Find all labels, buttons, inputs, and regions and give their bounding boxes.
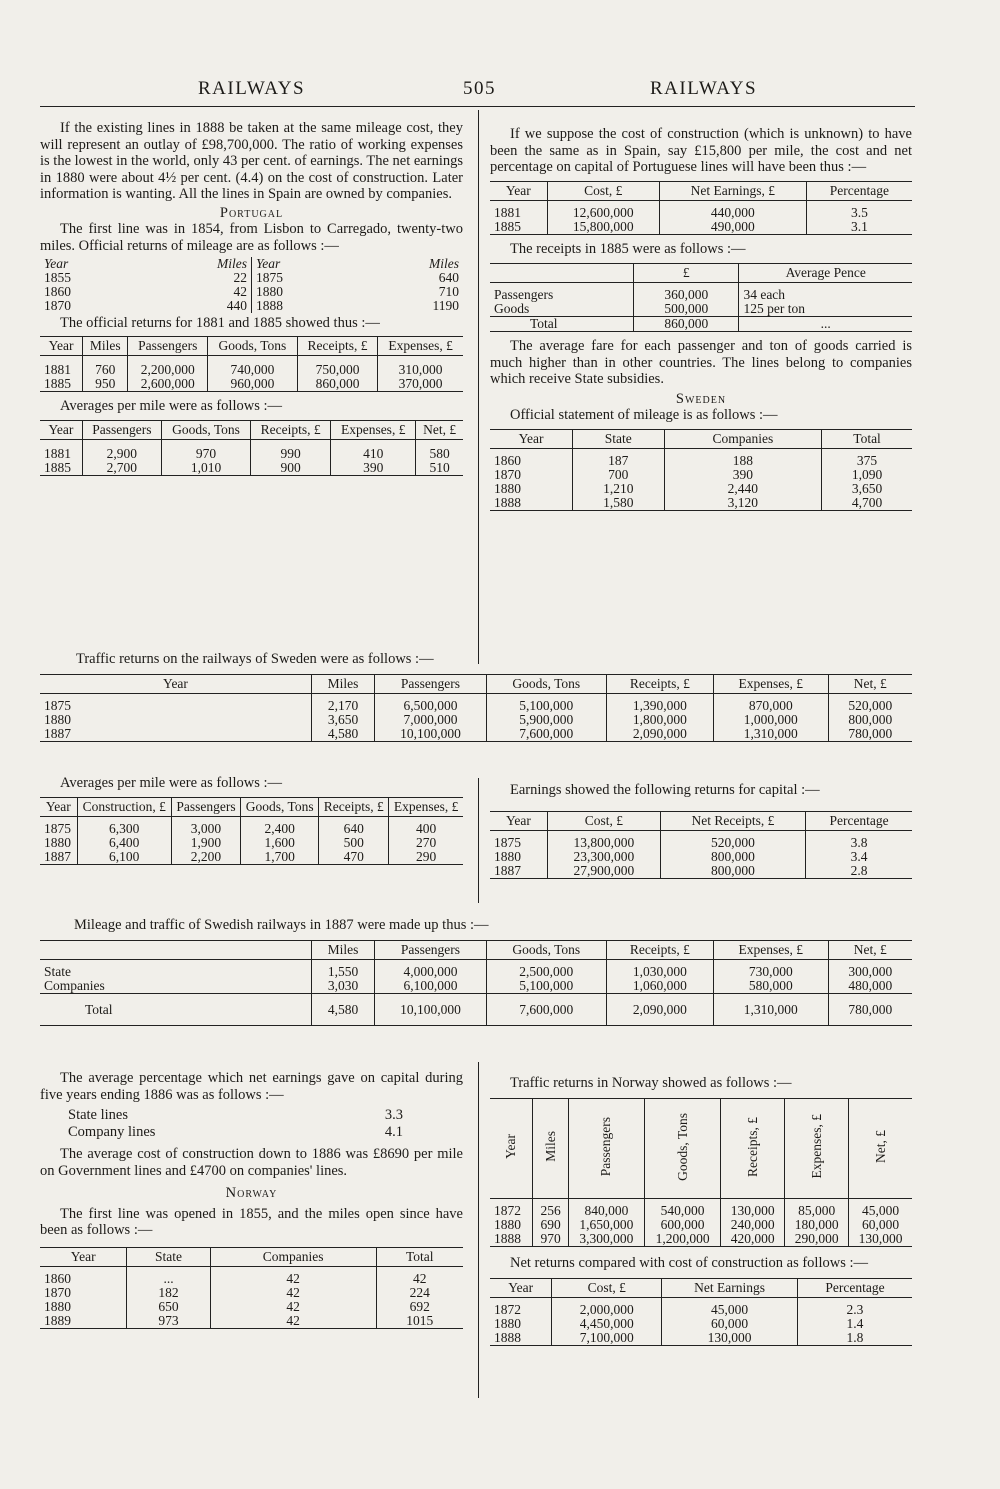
table-row: 1885 15,800,000 490,000 3.1 <box>490 220 912 235</box>
table-row: 1880 3,650 7,000,000 5,900,000 1,800,000 1,000,000 800,000 <box>40 713 912 727</box>
col-header: Passengers <box>598 1116 614 1177</box>
col-header: Miles <box>83 336 128 355</box>
table-row: 1885 2,700 1,010 900 390 510 <box>40 461 463 476</box>
col-header: Percentage <box>797 1278 912 1297</box>
col-header: Miles <box>429 256 459 271</box>
table-row: 1880 6,400 1,900 1,600 500 270 <box>40 836 463 850</box>
col-header: Cost, £ <box>547 181 659 200</box>
col-header: Miles <box>216 256 247 271</box>
running-head-right: RAILWAYS <box>650 78 758 99</box>
construction-cost-paragraph: The average cost of construction down to 1886 was £8690 per mile on Government lines and £4700 on companies' lines. <box>40 1146 463 1179</box>
col-header: Year <box>48 337 74 353</box>
col-header: Miles <box>542 1131 558 1162</box>
table-row: 1888 7,100,000 130,000 1.8 <box>490 1331 912 1346</box>
right-column <box>490 126 912 511</box>
table-row: 1870 182 42 224 <box>40 1286 463 1300</box>
sweden-mileage-table <box>490 429 912 512</box>
state-lines-row: State lines 3.3 <box>68 1107 403 1123</box>
norway-intro: The first line was opened in 1855, and the miles open since have been as follows :— <box>40 1205 463 1238</box>
col-header: Receipts, £ <box>606 674 713 693</box>
col-header: Cost, £ <box>547 811 660 830</box>
col-header: Year <box>518 430 544 446</box>
col-header: Expenses, £ <box>714 674 829 693</box>
table-row: 1870 700 390 1,090 <box>490 468 912 482</box>
sweden-heading: Sweden <box>675 390 727 407</box>
col-header: Expenses, £ <box>389 797 463 816</box>
norway-traffic-intro: Traffic returns in Norway showed as follows :— <box>510 1075 792 1091</box>
sweden-intro: Official statement of mileage is as follows :— <box>510 407 778 423</box>
col-header: Net Earnings, £ <box>659 181 806 200</box>
col-header: Net, £ <box>872 1130 888 1163</box>
table-row: 1860 187 188 375 <box>490 454 912 468</box>
col-header: Goods, Tons <box>161 420 250 439</box>
mileage-1887-section <box>40 917 912 1026</box>
table-row: 1880 23,300,000 800,000 3.4 <box>490 850 912 864</box>
col-header: Percentage <box>806 181 912 200</box>
col-header: Year <box>503 1134 519 1159</box>
table-row: 1880 1,210 2,440 3,650 <box>490 482 912 496</box>
col-header: Passengers <box>128 336 208 355</box>
col-header: Cost, £ <box>552 1278 662 1297</box>
col-header: Expenses, £ <box>714 940 829 959</box>
col-header: Year <box>505 182 531 198</box>
column-divider-top <box>478 110 479 664</box>
portugal-averages-table <box>40 420 463 477</box>
portugal-official-table <box>40 336 463 393</box>
col-header: Expenses, £ <box>808 1114 824 1179</box>
col-header: Net, £ <box>828 674 912 693</box>
portugal-cost-table <box>490 181 912 236</box>
col-header: Year <box>163 675 188 691</box>
col-header: Goods, Tons <box>207 336 297 355</box>
table-row: 1887 27,900,000 800,000 2.8 <box>490 864 912 879</box>
portugal-intro: The first line was in 1854, from Lisbon to Carregado, twenty-two miles. Official returns of mileage are as follows :— <box>40 221 463 254</box>
col-header: Miles <box>312 940 375 959</box>
col-header: Companies <box>210 1247 376 1266</box>
col-header: Miles <box>312 674 375 693</box>
table-row: Goods 500,000 125 per ton <box>490 302 912 317</box>
col-header: Year <box>70 1248 96 1264</box>
col-header: Goods, Tons <box>486 940 606 959</box>
norway-mileage-table <box>40 1247 463 1330</box>
table-row: 1880 4,450,000 60,000 1.4 <box>490 1317 912 1331</box>
col-header: Year <box>45 798 71 814</box>
col-header: Percentage <box>806 811 912 830</box>
col-header: Year <box>506 812 531 828</box>
col-header: Receipts, £ <box>251 420 331 439</box>
col-header: Companies <box>664 429 822 448</box>
table-row: 1875 13,800,000 520,000 3.8 <box>490 836 912 850</box>
total-row: Total 860,000 ... <box>490 317 912 332</box>
portugal-mileage-table <box>40 257 463 313</box>
col-header: Construction, £ <box>77 797 171 816</box>
col-header: Receipts, £ <box>319 797 389 816</box>
total-row: Total 4,580 10,100,000 7,600,000 2,090,000 1,310,000 780,000 <box>40 994 912 1026</box>
receipts-intro: The receipts in 1885 were as follows :— <box>510 241 746 257</box>
col-header: Receipts, £ <box>606 940 713 959</box>
mileage-1887-intro: Mileage and traffic of Swedish railways in 1887 were made up thus :— <box>74 917 489 933</box>
col-header: Receipts, £ <box>297 336 377 355</box>
col-header: Expenses, £ <box>331 420 416 439</box>
table-row: 1880 650 42 692 <box>40 1300 463 1314</box>
earnings-section <box>490 782 912 879</box>
portugal-heading: Portugal <box>219 204 284 221</box>
col-header: Passengers <box>375 674 487 693</box>
column-divider-bottom <box>478 1062 479 1398</box>
col-header: Net, £ <box>416 420 463 439</box>
portugal-cost-paragraph: If we suppose the cost of construction (which is unknown) to have been the same as in Spain, say £15,800 per mile, the cost and net percentage on capital of Portuguese lines will have been thus :— <box>490 126 912 175</box>
table-row: 1881 12,600,000 440,000 3.5 <box>490 206 912 220</box>
col-header: Net, £ <box>828 940 912 959</box>
norway-net-returns-table <box>490 1278 912 1347</box>
table-row: 1860 ... 42 42 <box>40 1272 463 1286</box>
col-header: Receipts, £ <box>744 1116 760 1177</box>
col-header: Net Earnings <box>662 1278 798 1297</box>
col-header: £ <box>634 263 739 282</box>
table-row: 1872 256 840,000 540,000 130,000 85,000 45,000 <box>490 1204 912 1218</box>
col-header: State <box>127 1247 210 1266</box>
portugal-receipts-table <box>490 263 912 333</box>
bottom-right-column <box>490 1075 912 1346</box>
table-row: 1880 690 1,650,000 600,000 240,000 180,000 60,000 <box>490 1218 912 1232</box>
table-row: 1875 6,300 3,000 2,400 640 400 <box>40 822 463 836</box>
table-row: State 1,550 4,000,000 2,500,000 1,030,000 730,000 300,000 <box>40 965 912 979</box>
col-header: Year <box>48 421 74 437</box>
table-row: Companies 3,030 6,100,000 5,100,000 1,060,000 580,000 480,000 <box>40 979 912 994</box>
col-header: Goods, Tons <box>241 797 319 816</box>
col-header: Passengers <box>171 797 240 816</box>
table-row: 1872 2,000,000 45,000 2.3 <box>490 1303 912 1317</box>
table-row: 1875 2,170 6,500,000 5,100,000 1,390,000 870,000 520,000 <box>40 699 912 713</box>
table-row: 1870 440 1888 1190 <box>44 298 459 313</box>
net-returns-intro: Net returns compared with cost of construction as follows :— <box>510 1255 868 1271</box>
table-row: 1855 22 1875 640 <box>44 270 459 285</box>
company-lines-row: Company lines 4.1 <box>68 1123 403 1140</box>
table-row: 1881 760 2,200,000 740,000 750,000 310,000 <box>40 363 463 377</box>
norway-traffic-table <box>490 1098 912 1248</box>
col-header: Total <box>822 429 912 448</box>
averages-intro: Averages per mile were as follows :— <box>60 398 282 414</box>
col-header: Year <box>44 256 69 271</box>
table-row: 1887 6,100 2,200 1,700 470 290 <box>40 850 463 865</box>
fare-paragraph: The average fare for each passenger and ton of goods carried is much higher than in other countries. The lines belong to companies which receive State subsidies. <box>490 338 912 387</box>
spain-paragraph: If the existing lines in 1888 be taken at the same mileage cost, they will represent an outlay of £98,700,000. The ratio of working expenses is the lowest in the world, only 43 per cent. of earnings. The net earnings in 1880 were about 4½ per cent. (4.4) on the cost of construction. Later information is wanting. All the lines in Spain are owned by companies. <box>40 120 463 202</box>
percentage-paragraph: The average percentage which net earnings gave on capital during five years ending 1886 was as follows :— <box>40 1070 463 1103</box>
sweden-traffic-table <box>40 674 912 743</box>
bottom-left-column <box>40 1070 463 1329</box>
col-header: Average Pence <box>739 263 912 282</box>
table-row: 1888 970 3,300,000 1,200,000 420,000 290,000 130,000 <box>490 1232 912 1247</box>
earnings-intro: Earnings showed the following returns for capital :— <box>510 782 820 798</box>
official-intro: The official returns for 1881 and 1885 showed thus :— <box>60 315 380 331</box>
sweden-earnings-table <box>490 811 912 880</box>
col-header <box>490 263 634 282</box>
col-header: Expenses, £ <box>378 336 463 355</box>
table-row: 1881 2,900 970 990 410 580 <box>40 447 463 461</box>
col-header: Year <box>251 257 353 271</box>
table-row: 1887 4,580 10,100,000 7,600,000 2,090,000 1,310,000 780,000 <box>40 727 912 742</box>
col-header: Passengers <box>82 420 161 439</box>
column-divider-mid <box>478 778 479 903</box>
col-header: Passengers <box>375 940 487 959</box>
header-rule <box>40 106 915 107</box>
sweden-1887-table <box>40 940 912 1027</box>
table-row: 1885 950 2,600,000 960,000 860,000 370,000 <box>40 377 463 392</box>
running-head-left: RAILWAYS <box>198 78 306 99</box>
col-header: Goods, Tons <box>674 1112 690 1181</box>
norway-heading: Norway <box>225 1185 278 1201</box>
col-header: Total <box>376 1247 463 1266</box>
table-row: 1889 973 42 1015 <box>40 1314 463 1329</box>
table-row: 1860 42 1880 710 <box>44 284 459 299</box>
traffic-intro: Traffic returns on the railways of Sweden were as follows :— <box>76 651 434 667</box>
table-row: 1888 1,580 3,120 4,700 <box>490 496 912 511</box>
col-header: Net Receipts, £ <box>660 811 805 830</box>
col-header: Goods, Tons <box>486 674 606 693</box>
sweden-averages-intro: Averages per mile were as follows :— <box>60 775 282 791</box>
table-row: Passengers 360,000 34 each <box>490 288 912 302</box>
left-column <box>40 120 463 476</box>
col-header: State <box>573 429 665 448</box>
sweden-averages-section <box>40 775 463 865</box>
sweden-traffic-section <box>40 651 912 742</box>
page-number: 505 <box>463 78 496 99</box>
sweden-averages-table <box>40 797 463 866</box>
col-header: Year <box>508 1279 534 1295</box>
